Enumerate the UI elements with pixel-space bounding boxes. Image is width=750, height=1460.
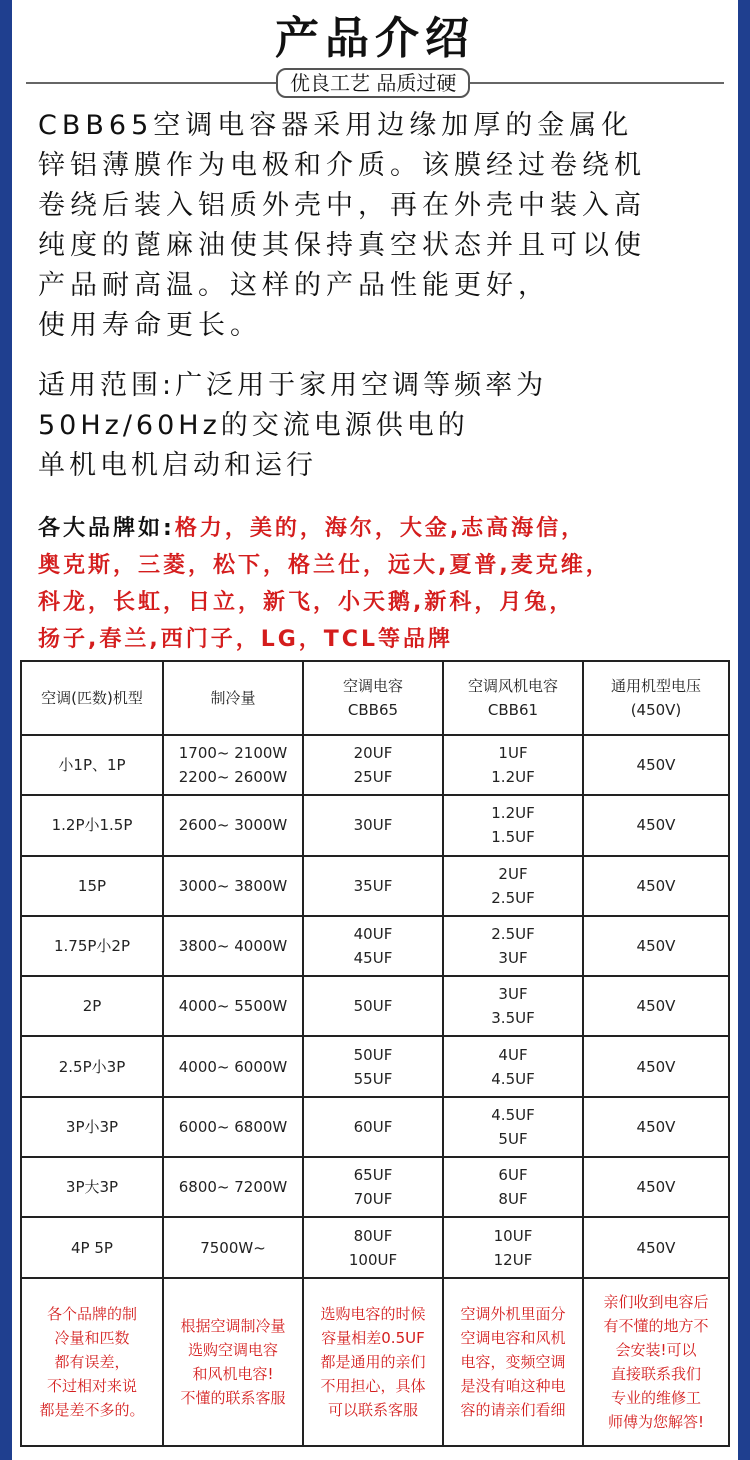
note-cell: 选购电容的时候 容量相差0.5UF 都是通用的亲们 不用担心，具体 可以联系客服 <box>303 1278 443 1446</box>
quality-tag: 优良工艺 品质过硬 <box>276 68 470 98</box>
cell-model: 2P <box>21 976 163 1036</box>
intro-line: 卷绕后装入铝质外壳中，再在外壳中装入高 <box>38 190 646 221</box>
header-capacitor: 空调电容 CBB65 <box>303 661 443 735</box>
note-cell: 根据空调制冷量 选购空调电容 和风机电容! 不懂的联系客服 <box>163 1278 303 1446</box>
intro-line: 锌铝薄膜作为电极和介质。该膜经过卷绕机 <box>38 150 646 181</box>
scope-line: 单机电机启动和运行 <box>38 450 317 481</box>
scope-line: 50Hz/60Hz的交流电源供电的 <box>38 410 469 441</box>
table-row <box>21 1217 729 1277</box>
brand-list <box>38 510 738 658</box>
cell-voltage: 450V <box>583 1036 729 1096</box>
cell-voltage: 450V <box>583 1217 729 1277</box>
cell-cooling: 4000~ 5500W <box>163 976 303 1036</box>
cell-model: 15P <box>21 856 163 916</box>
scope-text <box>38 366 728 486</box>
note-cell: 亲们收到电容后 有不懂的地方不 会安装!可以 直接联系我们 专业的维修工 师傅为您解答! <box>583 1278 729 1446</box>
cell-model: 2.5P小3P <box>21 1036 163 1096</box>
page-title: 产品介绍 <box>275 13 475 64</box>
table-row <box>21 1157 729 1217</box>
table-row <box>21 976 729 1036</box>
cell-cooling: 7500W~ <box>163 1217 303 1277</box>
table-row <box>21 795 729 855</box>
brand-line: 扬子,春兰,西门子，LG，TCL等品牌 <box>38 627 453 652</box>
table-row <box>21 735 729 795</box>
table-row <box>21 1097 729 1157</box>
cell-capacitor: 65UF 70UF <box>303 1157 443 1217</box>
cell-capacitor: 40UF 45UF <box>303 916 443 976</box>
intro-line: 使用寿命更长。 <box>38 310 262 341</box>
cell-voltage: 450V <box>583 735 729 795</box>
scope-line: 适用范围:广泛用于家用空调等频率为 <box>38 370 548 401</box>
cell-capacitor: 60UF <box>303 1097 443 1157</box>
table-row <box>21 856 729 916</box>
cell-fan-capacitor: 1UF 1.2UF <box>443 735 583 795</box>
table-header-row <box>21 661 729 735</box>
intro-line: 产品耐高温。这样的产品性能更好， <box>38 270 550 301</box>
cell-fan-capacitor: 4.5UF 5UF <box>443 1097 583 1157</box>
brand-lead: 各大品牌如: <box>38 516 175 541</box>
table-row <box>21 1036 729 1096</box>
cell-capacitor: 50UF <box>303 976 443 1036</box>
cell-voltage: 450V <box>583 916 729 976</box>
cell-voltage: 450V <box>583 976 729 1036</box>
cell-voltage: 450V <box>583 856 729 916</box>
cell-model: 1.2P小1.5P <box>21 795 163 855</box>
header-voltage: 通用机型电压 (450V) <box>583 661 729 735</box>
cell-voltage: 450V <box>583 1157 729 1217</box>
cell-capacitor: 50UF 55UF <box>303 1036 443 1096</box>
intro-line: CBB65空调电容器采用边缘加厚的金属化 <box>38 110 634 141</box>
cell-capacitor: 80UF 100UF <box>303 1217 443 1277</box>
cell-model: 3P小3P <box>21 1097 163 1157</box>
cell-cooling: 4000~ 6000W <box>163 1036 303 1096</box>
cell-voltage: 450V <box>583 795 729 855</box>
cell-cooling: 1700~ 2100W 2200~ 2600W <box>163 735 303 795</box>
intro-line: 纯度的蓖麻油使其保持真空状态并且可以使 <box>38 230 646 261</box>
cell-fan-capacitor: 2.5UF 3UF <box>443 916 583 976</box>
cell-model: 1.75P小2P <box>21 916 163 976</box>
cell-model: 小1P、1P <box>21 735 163 795</box>
brand-line: 格力，美的，海尔，大金,志高海信， <box>174 516 587 541</box>
intro-text <box>38 106 728 346</box>
cell-voltage: 450V <box>583 1097 729 1157</box>
capacitor-spec-table <box>20 660 730 1447</box>
cell-fan-capacitor: 10UF 12UF <box>443 1217 583 1277</box>
cell-fan-capacitor: 1.2UF 1.5UF <box>443 795 583 855</box>
cell-model: 4P 5P <box>21 1217 163 1277</box>
cell-cooling: 3000~ 3800W <box>163 856 303 916</box>
cell-capacitor: 35UF <box>303 856 443 916</box>
note-cell: 空调外机里面分 空调电容和风机 电容，变频空调 是没有咱这种电 容的请亲们看细 <box>443 1278 583 1446</box>
cell-fan-capacitor: 4UF 4.5UF <box>443 1036 583 1096</box>
table-notes-row <box>21 1278 729 1446</box>
brand-line: 科龙，长虹，日立，新飞，小天鹅,新科，月兔， <box>38 590 575 615</box>
cell-model: 3P大3P <box>21 1157 163 1217</box>
cell-fan-capacitor: 3UF 3.5UF <box>443 976 583 1036</box>
table-row <box>21 916 729 976</box>
product-page <box>12 0 738 1460</box>
header-model: 空调(匹数)机型 <box>21 661 163 735</box>
cell-cooling: 3800~ 4000W <box>163 916 303 976</box>
cell-fan-capacitor: 2UF 2.5UF <box>443 856 583 916</box>
cell-cooling: 6000~ 6800W <box>163 1097 303 1157</box>
brand-line: 奥克斯，三菱，松下，格兰仕，远大,夏普,麦克维， <box>38 553 611 578</box>
cell-fan-capacitor: 6UF 8UF <box>443 1157 583 1217</box>
header-cooling: 制冷量 <box>163 661 303 735</box>
cell-cooling: 2600~ 3000W <box>163 795 303 855</box>
note-cell: 各个品牌的制 冷量和匹数 都有误差， 不过相对来说 都是差不多的。 <box>21 1278 163 1446</box>
cell-capacitor: 30UF <box>303 795 443 855</box>
header-fan-capacitor: 空调风机电容 CBB61 <box>443 661 583 735</box>
cell-cooling: 6800~ 7200W <box>163 1157 303 1217</box>
cell-capacitor: 20UF 25UF <box>303 735 443 795</box>
